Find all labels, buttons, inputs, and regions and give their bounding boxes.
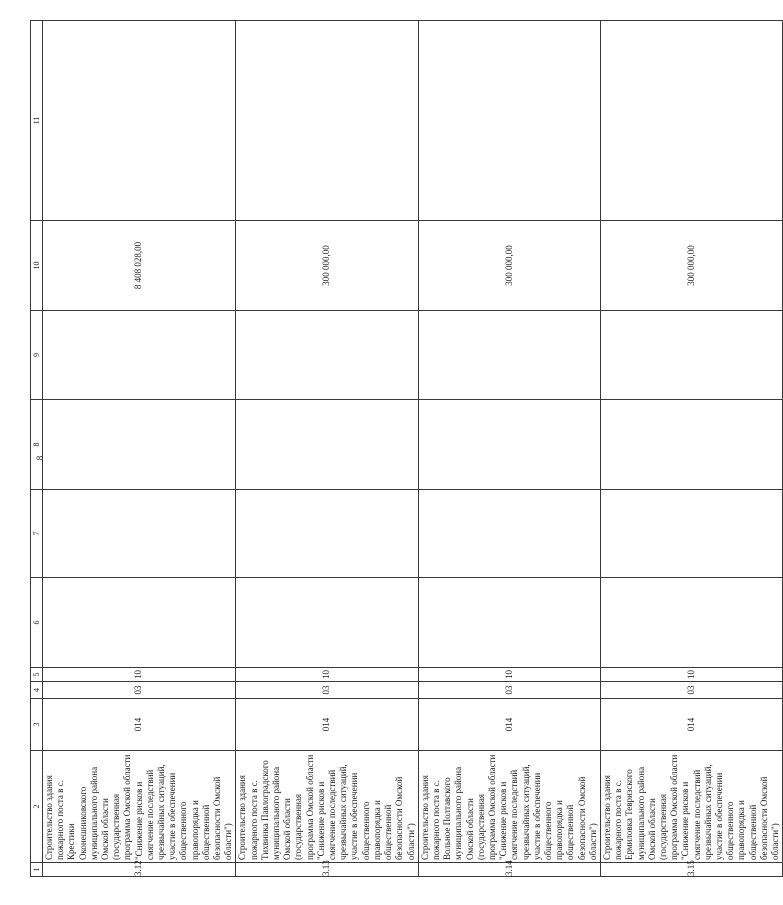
row-number: 3.12 [43,863,236,877]
cell-col8 [600,400,782,490]
header-cell: 2 [31,751,43,863]
table-row [236,21,418,877]
header-cell: 10 [31,221,43,311]
cell-col5: 10 [43,668,236,682]
row-name: Строительство здания пожарного поста в с. Крестики Оконешниковского муниципального района Омской области (государственная программа Омской области "Снижение рисков и смягчение последствий чрезвычайных ситуаций, участие в обеспечении общественного правопорядка и общественной безопасности Омской области") [43,751,236,863]
cell-col6 [43,578,236,668]
header-cell: 3 [31,699,43,751]
cell-col9 [236,311,418,400]
cell-col4: 03 [236,682,418,699]
row-name: Строительство здания пожарного поста в с. Тихвинка Павлоградского муниципального района Омской области (государственная программа Омской области "Снижение рисков и смягчение последствий чрезвычайных ситуаций, участие в обеспечении общественного правопорядка и общественной безопасности Омской области") [236,751,418,863]
cell-col10: 8 408 028,00 [43,221,236,311]
cell-col5: 10 [236,668,418,682]
cell-col4: 03 [418,682,600,699]
header-cell: 4 [31,682,43,699]
cell-col4: 03 [43,682,236,699]
row-number: 3.13 [236,863,418,877]
cell-col3: 014 [43,699,236,751]
cell-col10: 300 000,00 [418,221,600,311]
cell-col7 [43,490,236,578]
header-cell: 1 [31,863,43,877]
cell-col5: 10 [418,668,600,682]
cell-col6 [236,578,418,668]
header-cell: 8 [31,400,43,490]
rotated-page [30,21,780,877]
cell-col4: 03 [600,682,782,699]
cell-col3: 014 [236,699,418,751]
cell-col11 [43,21,236,221]
cell-col11 [236,21,418,221]
cell-col7 [236,490,418,578]
budget-table [30,20,783,877]
cell-col11 [418,21,600,221]
cell-col11 [600,21,782,221]
header-row [31,21,43,877]
cell-col7 [418,490,600,578]
cell-col3: 014 [600,699,782,751]
cell-col8 [43,400,236,490]
header-cell: 7 [31,490,43,578]
row-number: 3.14 [418,863,600,877]
cell-col3: 014 [418,699,600,751]
cell-col7 [600,490,782,578]
header-cell: 11 [31,21,43,221]
cell-col8 [418,400,600,490]
cell-col5: 10 [600,668,782,682]
cell-col10: 300 000,00 [600,221,782,311]
table-row [43,21,236,877]
cell-col8 [236,400,418,490]
page-number: 8 [35,455,45,461]
cell-col9 [600,311,782,400]
row-number: 3.15 [600,863,782,877]
table-row [418,21,600,877]
cell-col9 [418,311,600,400]
header-cell: 5 [31,668,43,682]
cell-col6 [600,578,782,668]
cell-col10: 300 000,00 [236,221,418,311]
cell-col9 [43,311,236,400]
row-name: Строительство здания пожарного поста в с. Ермиловка Тевризского муниципального района Омской области (государственная программа Омской области "Снижение рисков и смягчение последствий чрезвычайных ситуаций, участие в обеспечении общественного правопорядка и общественной безопасности Омской области") [600,751,782,863]
header-cell: 6 [31,578,43,668]
row-name: Строительство здания пожарного поста в с. Вольное Полтавского муниципального района Омской области (государственная программа Омской области "Снижение рисков и смягчение последствий чрезвычайных ситуаций, участие в обеспечении общественного правопорядка и общественной безопасности Омской области") [418,751,600,863]
cell-col6 [418,578,600,668]
table-row [600,21,782,877]
header-cell: 9 [31,311,43,400]
